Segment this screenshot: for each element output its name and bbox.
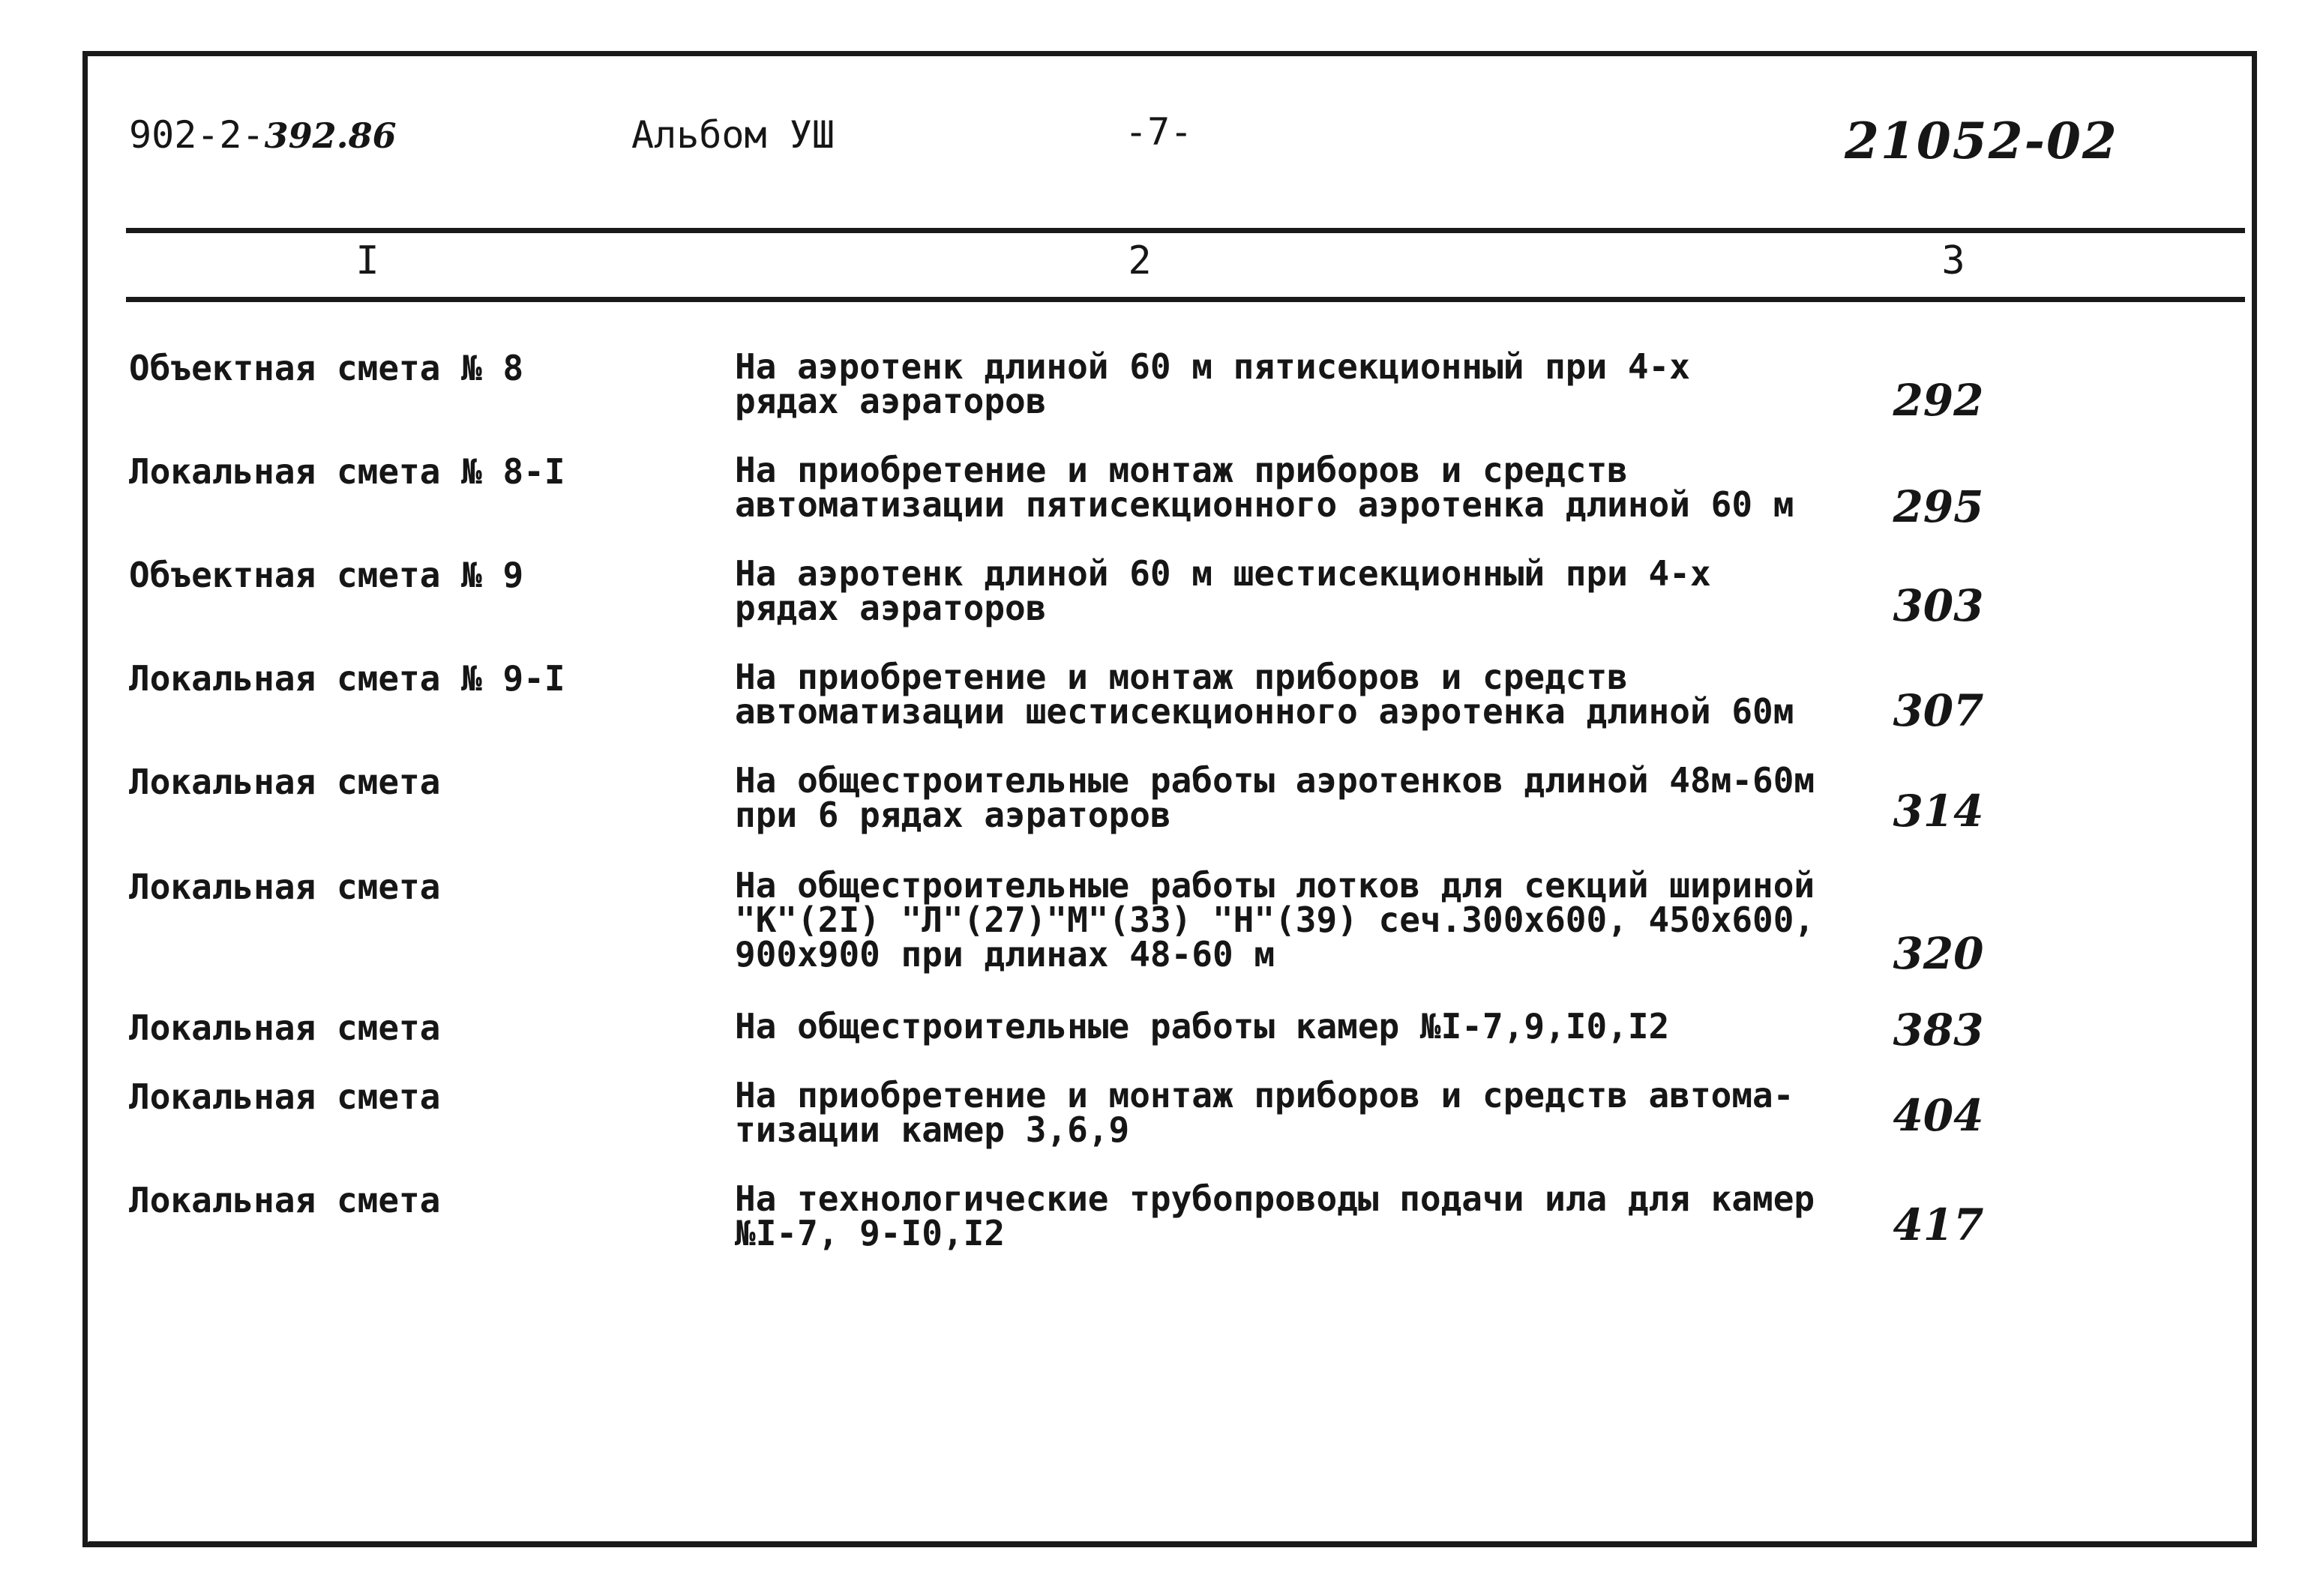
description-line: На общестроительные работы аэротенков длиной 48м-60м	[735, 760, 1815, 801]
page-ref: 417	[1893, 1199, 1984, 1250]
document-number: 21052-02	[1845, 112, 2118, 170]
description-line: На аэротенк длиной 60 м пятисекционный при 4-х	[735, 346, 1690, 387]
estimate-description	[735, 1075, 1845, 1150]
description-line: 900х900 при длинах 48-60 м	[735, 934, 1275, 975]
project-code-prefix: 902-2-	[129, 113, 265, 157]
estimate-description	[735, 1178, 1845, 1253]
estimate-name: Локальная смета	[129, 762, 441, 802]
project-code	[129, 112, 397, 158]
description-line: тизации камер 3,6,9	[735, 1109, 1130, 1150]
estimate-description	[735, 1006, 1845, 1047]
page-ref: 303	[1893, 580, 1984, 631]
estimate-name: Локальная смета	[129, 867, 441, 907]
estimate-name: Объектная смета № 8	[129, 348, 524, 388]
estimate-name: Локальная смета	[129, 1076, 441, 1117]
estimate-name: Локальная смета № 9-I	[129, 658, 565, 699]
estimate-name: Локальная смета	[129, 1008, 441, 1048]
description-line: автоматизации шестисекционного аэротенка длиной 60м	[735, 691, 1794, 732]
page-ref: 320	[1893, 928, 1984, 979]
description-line: рядах аэраторов	[735, 588, 1047, 628]
description-line: На приобретение и монтаж приборов и средств	[735, 450, 1628, 490]
estimate-description	[735, 760, 1845, 835]
album-label: Альбом УШ	[631, 113, 835, 157]
estimate-name: Локальная смета № 8-I	[129, 451, 565, 492]
description-line: при 6 рядах аэраторов	[735, 795, 1171, 835]
description-line: На общестроительные работы лотков для секций шириной	[735, 865, 1815, 906]
page-number: -7-	[1125, 110, 1193, 154]
description-line: автоматизации пятисекционного аэротенка длиной 60 м	[735, 484, 1794, 525]
estimate-description	[735, 450, 1845, 525]
page-ref: 404	[1893, 1090, 1984, 1141]
page-ref: 307	[1893, 685, 1984, 736]
description-line: "К"(2I) "Л"(27)"М"(33) "Н"(39) сеч.300х600, 450х600,	[735, 900, 1815, 940]
description-line: На приобретение и монтаж приборов и средств	[735, 657, 1628, 697]
column-header-3: 3	[1941, 238, 1965, 283]
project-code-handwritten: 392.86	[264, 115, 397, 156]
estimate-description	[735, 657, 1845, 732]
estimate-description	[735, 346, 1845, 421]
estimate-description	[735, 553, 1845, 628]
table-top-rule	[126, 228, 2245, 233]
sheet-bottom-edge	[88, 1541, 2257, 1546]
page-ref: 383	[1893, 1005, 1984, 1056]
description-line: №I-7, 9-I0,I2	[735, 1213, 1006, 1253]
estimate-name: Локальная смета	[129, 1180, 441, 1220]
page-ref: 295	[1893, 481, 1984, 532]
estimate-name: Объектная смета № 9	[129, 555, 524, 595]
column-header-2: 2	[1128, 238, 1152, 283]
description-line: На общестроительные работы камер №I-7,9,I0,I2	[735, 1006, 1670, 1047]
description-line: На приобретение и монтаж приборов и средств автома-	[735, 1075, 1794, 1115]
column-header-1: I	[355, 238, 379, 283]
estimate-description	[735, 865, 1845, 975]
page-ref: 314	[1893, 786, 1984, 837]
description-line: На аэротенк длиной 60 м шестисекционный при 4-х	[735, 553, 1711, 594]
table-header-rule	[126, 297, 2245, 302]
page-ref: 292	[1893, 375, 1984, 426]
description-line: На технологические трубопроводы подачи ила для камер	[735, 1178, 1815, 1219]
description-line: рядах аэраторов	[735, 381, 1047, 421]
